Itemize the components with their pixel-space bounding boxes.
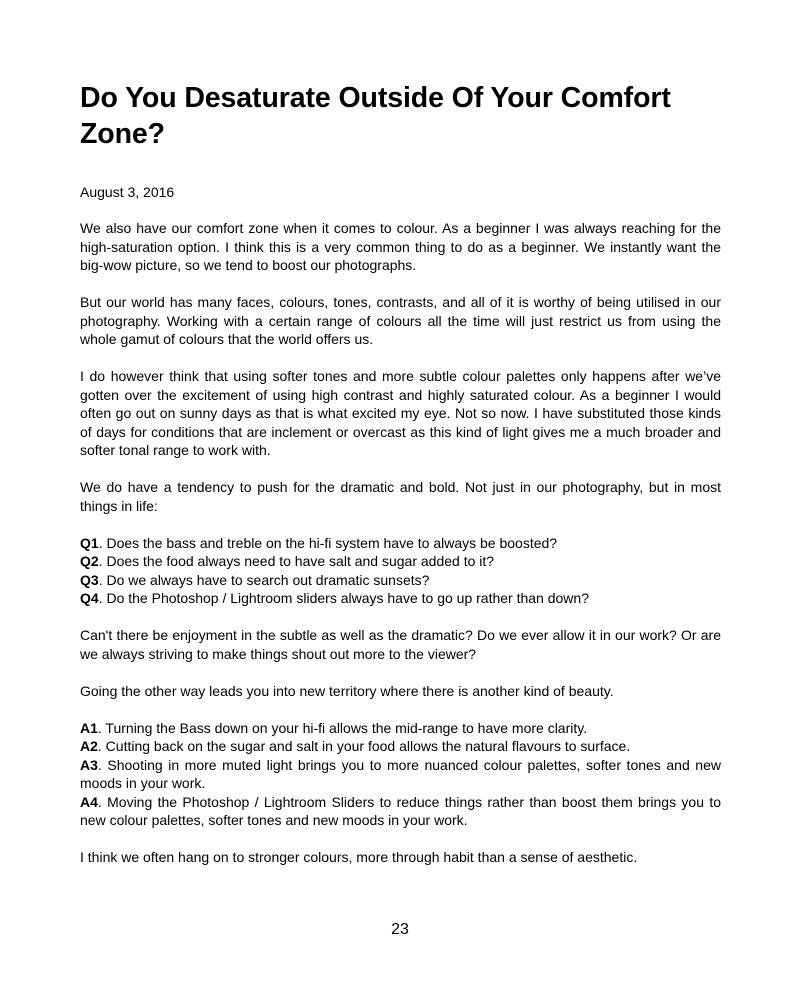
question-text: . Does the bass and treble on the hi-fi system have to always be boosted? [98,534,558,551]
question-text: . Do the Photoshop / Lightroom sliders always have to go up rather than down? [98,590,589,606]
paragraph: We do have a tendency to push for the dramatic and bold. Not just in our photography, but in most things in life: [80,479,721,514]
questions-list [80,534,721,608]
paragraph: Going the other way leads you into new territory where there is another kind of beauty. [80,682,614,699]
answer-item [80,719,721,738]
closing-paragraph: I think we often hang on to stronger colours, more through habit than a sense of aesthetic. [80,849,638,865]
question-item [80,571,721,590]
article-date: August 3, 2016 [80,184,175,200]
answer-text: . Cutting back on the sugar and salt in your food allows the natural flavours to surface. [97,738,631,754]
page-number: 23 [391,921,409,938]
paragraph: We also have our comfort zone when it comes to colour. As a beginner I was always reaching for the high-saturation option. I think this is a very common thing to do as a beginner. We instantly want the big-wow picture, so we tend to boost our photographs. [80,220,721,273]
question-item [80,552,721,571]
article-title: Do You Desaturate Outside Of Your Comfort Zone? [80,82,671,150]
paragraph: But our world has many faces, colours, tones, contrasts, and all of it is worthy of being utilised in our photography. Working with a certain range of colours all the time will just restrict us from using the whole gamut of colours that the world offers us. [80,294,721,347]
question-label: Q1 [80,534,99,551]
article [80,80,721,885]
question-label: Q4 [80,590,99,606]
question-item [80,534,721,553]
answer-item [80,756,721,793]
answer-label: A1 [80,719,98,736]
question-item [80,589,721,608]
answer-label: A3 [80,756,98,773]
paragraph: Can't there be enjoyment in the subtle as well as the dramatic? Do we ever allow it in our work? Or are we always striving to make things shout out more to the viewer? [80,627,721,662]
question-label: Q3 [80,571,99,588]
question-text: . Does the food always need to have salt and sugar added to it? [98,553,495,569]
answer-label: A2 [80,738,98,754]
question-label: Q2 [80,553,99,569]
answer-label: A4 [80,793,98,810]
answer-text: . Moving the Photoshop / Lightroom Sliders to reduce things rather than boost them brings you to new colour palettes, softer tones and new moods in your work. [80,793,721,828]
paragraph: I do however think that using softer tones and more subtle colour palettes only happens after we’ve gotten over the excitement of using high contrast and highly saturated colour. As a beginner I would often go out on sunny days as that is what excited my eye. Not so now. I have substituted those kinds of days for conditions that are inclement or overcast as this kind of light gives me a much broader and softer tonal range to work with. [80,368,721,458]
question-text: . Do we always have to search out dramatic sunsets? [98,571,430,588]
answers-list [80,719,721,830]
answer-text: . Shooting in more muted light brings you to more nuanced colour palettes, softer tones and new moods in your work. [80,756,721,791]
answer-text: . Turning the Bass down on your hi-fi allows the mid-range to have more clarity. [97,719,588,736]
answer-item [80,793,721,830]
answer-item [80,737,721,756]
